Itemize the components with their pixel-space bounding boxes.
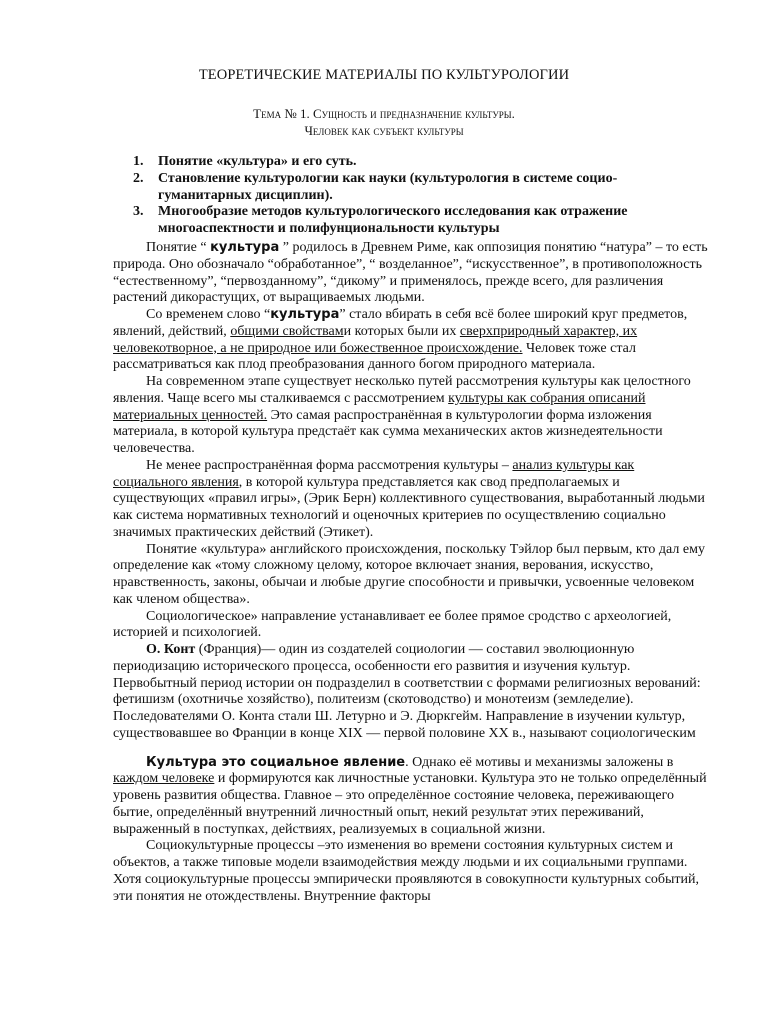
term-culture: культура	[270, 307, 340, 322]
underlined-phrase: сверхприродный характер, их человекотворное, а не природное или божественное происхождение.	[113, 323, 638, 356]
paragraph-culture-meaning	[113, 307, 711, 374]
list-item-text: Понятие «культура» и его суть.	[158, 154, 357, 169]
paragraph-culture-origin	[113, 240, 711, 307]
text-run: Со временем слово “	[146, 307, 271, 322]
list-item-text: Становление культурологии как науки (культурология в системе социо-гуманитарных дисциплин).	[158, 170, 618, 203]
text-run: и формируются как личностные установки. Культура это не только определённый уровень развития общества. Главное – это определённое состояние человека, переживающего бытие, определённый внутренний личностный опыт, некий результат этих переживаний, выраженный в поступках, действиях, реализуемых в социальной жизни.	[113, 771, 707, 837]
underlined-phrase: общими свойствам	[230, 323, 344, 339]
text-run: Понятие “	[146, 240, 211, 255]
text-run: Не менее распространённая форма рассмотрения культуры –	[146, 457, 513, 473]
text-run: . Однако её мотивы и механизмы заложены в	[405, 754, 674, 770]
paragraph-sociological: Социологическое» направление устанавливает ее более прямое сродство с археологией, историей и психологией.	[113, 608, 672, 641]
document-title: ТЕОРЕТИЧЕСКИЕ МАТЕРИАЛЫ ПО КУЛЬТУРОЛОГИИ	[198, 67, 570, 83]
text-run: ” родилось в Древнем Риме, как оппозиция понятию “натура” – то есть природа. Оно обозначало “обработанное”, “ возделанное”, “искусственное”, в противоположность “естественному”, “первозданному”, “дикому” и применялось, прежде всего, для различения растений дикорастущих, от выращиваемых людьми.	[113, 240, 708, 306]
topic-subtitle-line1: Тема № 1. Сущность и предназначение культуры.	[253, 106, 515, 121]
list-item	[133, 171, 693, 205]
list-item	[133, 204, 693, 238]
text-run: (Франция)— один из создателей социологии — составил эволюционную периодизацию исторического процесса, особенности его развития и изучения культур. Первобытный период истории он подразделил в соответствии с формами религиозных верований: фетишизм (охотничье хозяйство), политеизм (скотоводство) и монотеизм (земледелие). Последователями О. Конта стали Ш. Летурно и Э. Дюркгейм. Направление в изучении культур, существовавшее во Франции в конце XIX — первой половине XX в., называют социологическим	[113, 642, 701, 741]
document-body	[113, 240, 711, 905]
paragraph-sociocultural-processes: Социокультурные процессы –это изменения во времени состояния культурных систем и объектов, а также типовые модели взаимодействия между людьми и их социальными группами. Хотя социокультурные процессы эмпирически проявляются в совокупности культурных событий, эти понятия не отождествлены. Внутренние факторы	[113, 838, 700, 904]
paragraph-comte	[113, 642, 711, 743]
list-item-number: 3.	[133, 204, 144, 220]
list-item-number: 2.	[133, 170, 144, 186]
topic-subtitle-line2: Человек как субъект культуры	[304, 123, 464, 138]
text-run: , в которой культура представляется как свод предполагаемых и существующих «правил игры», (Эрик Берн) коллективного существования, выработанный людьми как система нормативных технологий и оценочных критериев по осуществлению социально значимых практических действий (Этикет).	[113, 474, 705, 540]
paragraph-modern-stage	[113, 374, 711, 458]
list-item-text: Многообразие методов культурологического исследования как отражение многоаспектности и полифунциональности культуры	[158, 204, 628, 237]
paragraph-social-analysis	[113, 458, 711, 542]
topic-questions-list	[133, 154, 693, 238]
text-run: Это самая распространённая в культурологии форма изложения материала, в которой культура предстаёт как сумма механических актов жизнедеятельности человечества.	[113, 407, 663, 456]
paragraph-social-phenomenon	[113, 755, 711, 839]
underlined-phrase: анализ культуры как социального явления	[113, 457, 635, 490]
bold-phrase: Культура это социальное явление	[146, 754, 406, 770]
bold-name: О. Конт	[146, 642, 196, 657]
text-run: и которых были их	[343, 323, 460, 339]
underlined-phrase: культуры как собрания описаний материальных ценностей.	[113, 390, 646, 423]
list-item	[133, 154, 693, 171]
text-run: ” стало вбирать в себя всё более широкий круг предметов, явлений, действий,	[113, 307, 688, 339]
list-item-number: 1.	[133, 154, 144, 169]
term-culture: культура	[210, 240, 280, 255]
text-run: На современном этапе существует несколько путей рассмотрения культуры как целостного явления. Чаще всего мы сталкиваемся с рассмотрением	[113, 374, 691, 406]
text-run: Человек тоже стал рассматриваться как плод преобразования данного богом природного материала.	[113, 340, 636, 373]
underlined-phrase: каждом человеке	[113, 771, 215, 787]
paragraph-tylor: Понятие «культура» английского происхождения, поскольку Тэйлор был первым, кто дал ему определение как «тому сложному целому, которое включает знания, верования, искусство, нравственность, законы, обычаи и любые другие способности и привычки, усвоенные человеком как членом общества».	[113, 541, 705, 607]
